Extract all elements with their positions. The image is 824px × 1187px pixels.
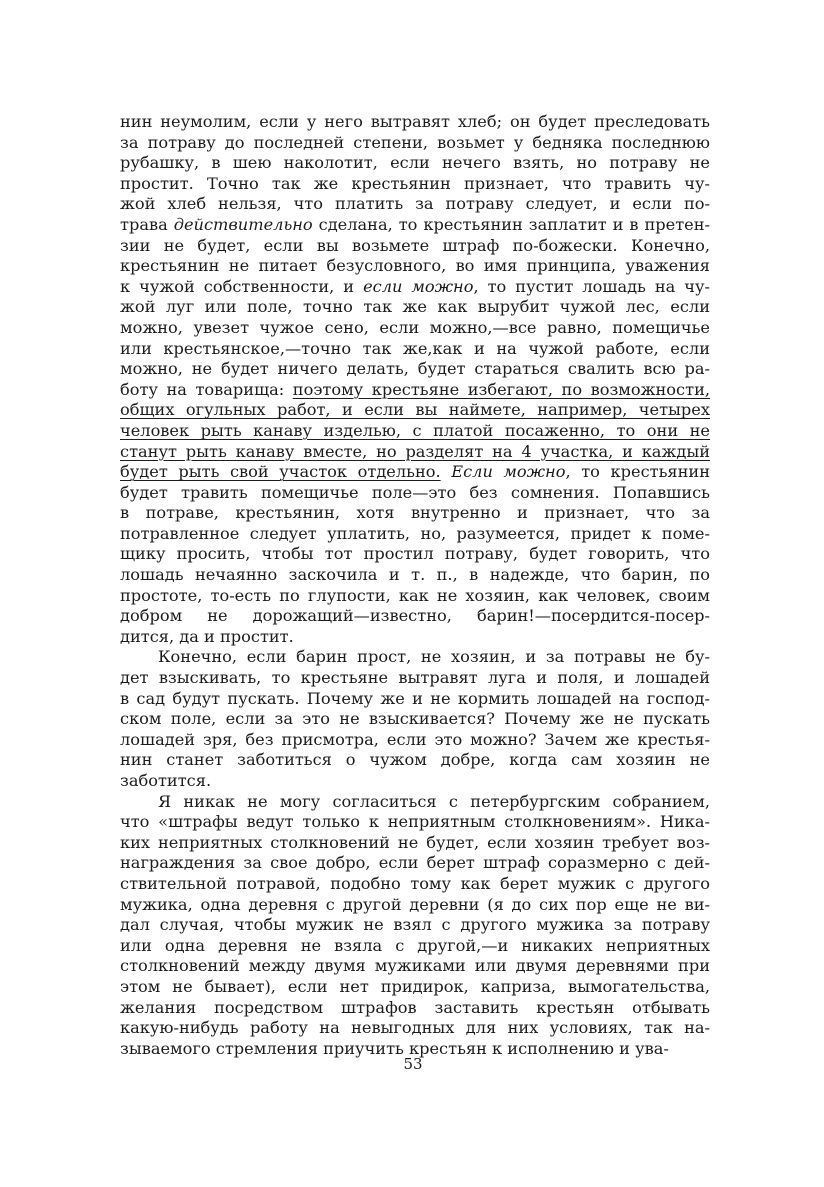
text-line [120, 277, 710, 298]
text-run: нин станет заботиться о чужом добре, когда сам хозяин не [120, 750, 710, 770]
underlined-text: станут рыть канаву вместе, но разделят на 4 участка, и каждый [120, 441, 710, 461]
text-line [120, 462, 710, 483]
italic-text: если можно [363, 276, 474, 296]
text-line [120, 668, 710, 689]
text-line [120, 133, 710, 154]
text-run: или одна деревня не взяла с другой,—и никаких неприятных [120, 935, 710, 955]
page-body [120, 112, 710, 1059]
text-line [120, 586, 710, 607]
text-run: Я никак не могу согласиться с петербургским собранием, [158, 791, 710, 811]
text-run: рубашку, в шею наколотит, если нечего взять, но потраву не [120, 153, 710, 173]
text-line [120, 153, 710, 174]
text-line [120, 524, 710, 545]
text-line [120, 915, 710, 936]
text-line [120, 112, 710, 133]
text-line [120, 174, 710, 195]
text-line [120, 998, 710, 1019]
underlined-text: человек рыть канаву изделью, с платой посаженно, то они не [120, 420, 710, 440]
text-line [120, 421, 710, 442]
text-run: Конечно, если барин прост, не хозяин, и за потравы не бу- [158, 647, 710, 667]
text-run: простоте, то-есть по глупости, как не хозяин, как человек, своим [120, 585, 710, 605]
text-line [120, 977, 710, 998]
text-run: трава [120, 214, 174, 234]
page-number: 53 [403, 1055, 423, 1073]
text-run: ствительной потравой, подобно тому как берет мужик с другого [120, 873, 710, 893]
text-line [120, 544, 710, 565]
text-run: будет травить помещичье поле—это без сомнения. Попавшись [120, 482, 710, 502]
text-line [120, 1018, 710, 1039]
text-run: потравленное следует уплатить, но, разумеется, придет к поме- [120, 523, 710, 543]
text-line [120, 647, 710, 668]
text-line [120, 874, 710, 895]
text-run: ском поле, если за это не взыскивается? Почему же не пускать [120, 709, 710, 729]
text-run: что «штрафы ведут только к неприятным столкновениям». Ника- [120, 812, 710, 832]
text-line [120, 483, 710, 504]
underlined-text: поэтому крестьяне избегают, по возможности, [292, 379, 711, 399]
text-line [120, 936, 710, 957]
italic-text: действительно [173, 214, 313, 234]
text-run: крестьянин не питает безусловного, во имя принципа, уважения [120, 256, 710, 276]
text-line [120, 215, 710, 236]
text-run: заботится. [120, 771, 212, 790]
text-run: жой хлеб нельзя, что платить за потраву следует, и если по- [120, 194, 710, 214]
text-run: простит. Точно так же крестьянин признает, что травить чу- [120, 173, 710, 193]
text-line [120, 709, 710, 730]
text-run: сделана, то крестьянин заплатит и в претен- [312, 214, 710, 234]
text-run [441, 462, 452, 481]
text-line [120, 771, 710, 792]
text-line [120, 380, 710, 401]
text-run: или крестьянское,—точно так же,как и на чужой работе, если [120, 338, 710, 358]
text-line [120, 689, 710, 710]
text-line [120, 565, 710, 586]
text-run: ких неприятных столкновений не будет, если хозяин требует воз- [120, 832, 710, 852]
text-run: столкновений между двумя мужиками или двумя деревнями при [120, 956, 710, 976]
text-run: лошадей зря, без присмотра, если это можно? Зачем же крестья- [120, 729, 710, 749]
text-run: добром не дорожащий—известно, барин!—посердится-посер- [120, 606, 710, 626]
text-run: , то пустит лошадь на чу- [473, 276, 710, 296]
text-run: награждения за свое добро, если берет штраф соразмерно с дей- [120, 853, 710, 873]
text-run: дится, да и простит. [120, 626, 294, 646]
text-line [120, 606, 710, 627]
text-run: в потраве, крестьянин, хотя внутренно и признает, что за [120, 503, 710, 523]
italic-text: Если можно [451, 462, 566, 482]
underlined-text: общих огульных работ, и если вы наймете, например, четырех [120, 400, 710, 420]
text-line [120, 318, 710, 339]
text-run: нин неумолим, если у него вытравят хлеб; он будет преследовать [120, 112, 710, 131]
text-line [120, 194, 710, 215]
text-run: мужика, одна деревня с другой деревни (я до сих пор еще не ви- [120, 894, 710, 914]
text-line [120, 833, 710, 854]
text-run: зии не будет, если вы возьмете штраф по-божески. Конечно, [120, 235, 710, 255]
text-line [120, 236, 710, 257]
text-run: боту на товарища: [120, 379, 293, 399]
text-line [120, 792, 710, 813]
text-line [120, 812, 710, 833]
text-line [120, 339, 710, 360]
text-run: желания посредством штрафов заставить крестьян отбывать [120, 997, 710, 1017]
text-run: , то крестьянин [565, 462, 710, 482]
text-line [120, 627, 710, 648]
text-run: дет взыскивать, то крестьяне вытравят луга и поля, и лошадей [120, 668, 710, 688]
text-run: жой луг или поле, точно так же как вырубит чужой лес, если [120, 297, 710, 317]
text-run: зываемого стремления приучить крестьян к исполнению и ува- [120, 1038, 669, 1058]
text-run: к чужой собственности, и [120, 276, 364, 296]
text-line [120, 256, 710, 277]
text-line [120, 442, 710, 463]
text-run: этом не бывает), если нет придирок, каприза, вымогательства, [120, 976, 710, 996]
text-line [120, 297, 710, 318]
text-line [120, 750, 710, 771]
text-line [120, 359, 710, 380]
text-run: можно, не будет ничего делать, будет стараться свалить всю ра- [120, 359, 710, 379]
text-line [120, 956, 710, 977]
text-run: дал случая, чтобы мужик не взял с другого мужика за потраву [120, 915, 710, 935]
text-line [120, 895, 710, 916]
text-line [120, 503, 710, 524]
text-run: за потраву до последней степени, возьмет у бедняка последнюю [120, 132, 710, 152]
text-line [120, 730, 710, 751]
text-run: в сад будут пускать. Почему же и не кормить лошадей на господ- [120, 688, 710, 708]
text-run: можно, увезет чужое сено, если можно,—все равно, помещичье [120, 317, 710, 337]
text-run: лошадь нечаянно заскочила и т. п., в надежде, что барин, по [120, 565, 710, 585]
text-line [120, 400, 710, 421]
underlined-text: будет рыть свой участок отдельно. [120, 462, 441, 482]
text-run: какую-нибудь работу на невыгодных для них условиях, так на- [120, 1018, 710, 1038]
text-line [120, 853, 710, 874]
text-run: щику просить, чтобы тот простил потраву, будет говорить, что [120, 544, 710, 564]
